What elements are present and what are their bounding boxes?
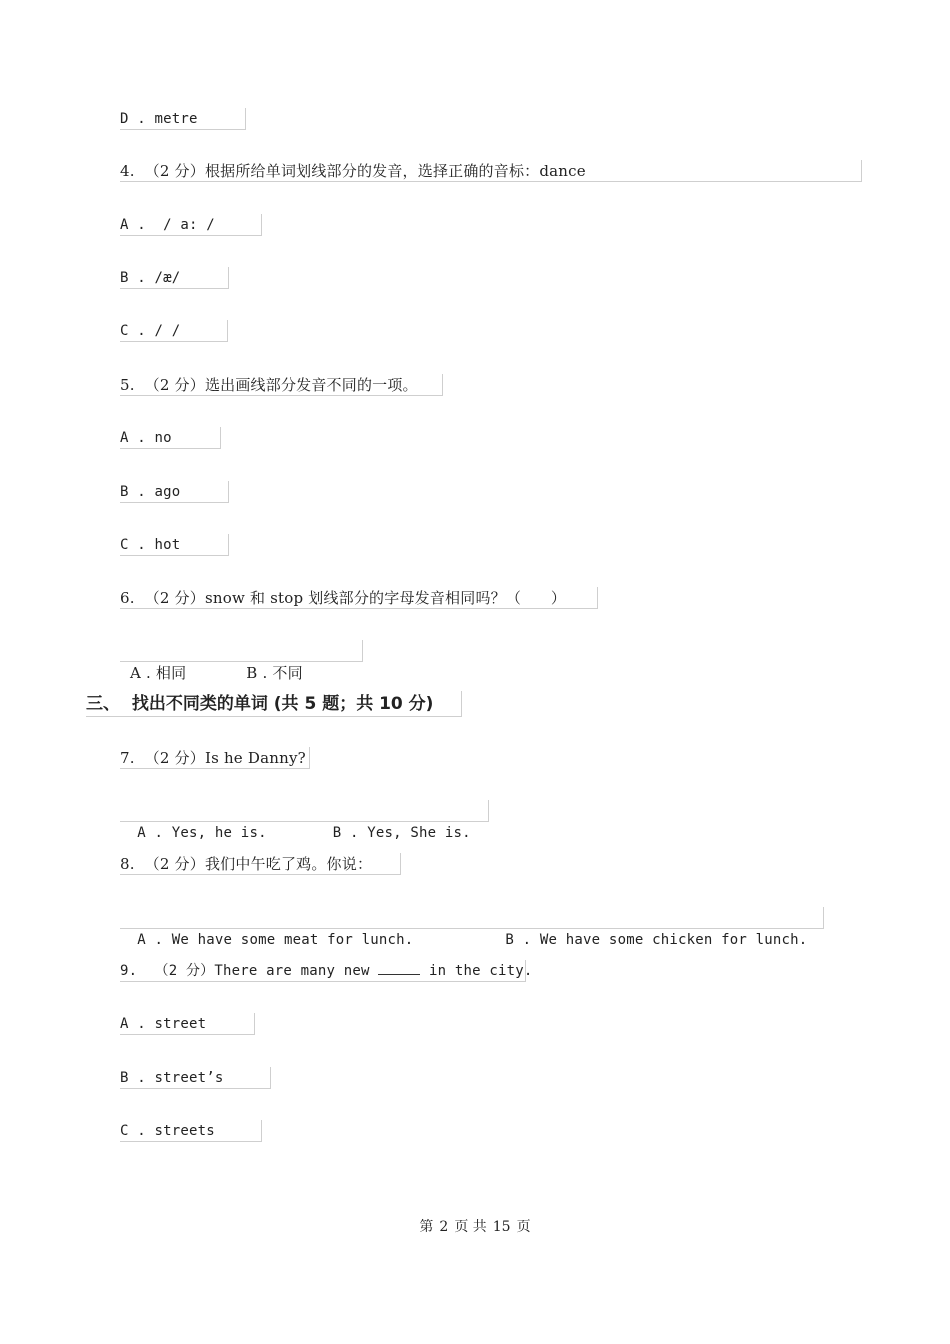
question-9-stem-end: in the city. xyxy=(420,963,533,979)
option-8b: B . We have some chicken for lunch. xyxy=(505,932,808,948)
question-9-stem-start: 9. （2 分）There are many new xyxy=(120,963,379,979)
question-6-stem: 6. （2 分）snow 和 stop 划线部分的字母发音相同吗？（ ） xyxy=(120,587,598,609)
footer-page-number: 2 xyxy=(439,1219,449,1235)
section-3-title: 三、 找出不同类的单词 (共 5 题；共 10 分) xyxy=(86,691,462,717)
option-8a: A . We have some meat for lunch. xyxy=(137,932,414,948)
option-9b: B . street’s xyxy=(120,1067,271,1089)
question-8-options xyxy=(120,907,824,948)
option-4a: A . / a: / xyxy=(120,214,262,236)
option-5c: C . hot xyxy=(120,534,229,556)
footer-suffix: 页 xyxy=(516,1219,531,1235)
option-6a: A . 相同 xyxy=(129,664,187,682)
answer-blank xyxy=(378,960,420,975)
option-7a: A . Yes, he is. xyxy=(137,825,267,841)
footer-middle: 页 共 xyxy=(454,1219,487,1235)
option-4b: B . /æ/ xyxy=(120,267,229,289)
question-7-options xyxy=(120,800,489,841)
page-footer xyxy=(0,1217,950,1237)
option-7b: B . Yes, She is. xyxy=(332,825,471,841)
option-5a: A . no xyxy=(120,427,221,449)
question-7-stem: 7. （2 分）Is he Danny? xyxy=(120,747,310,769)
option-3d: D . metre xyxy=(120,108,246,130)
option-5b: B . ago xyxy=(120,481,229,503)
option-6b: B . 不同 xyxy=(246,664,303,682)
option-9a: A . street xyxy=(120,1013,255,1035)
question-8-stem: 8. （2 分）我们中午吃了鸡。你说： xyxy=(120,853,401,875)
footer-prefix: 第 xyxy=(419,1219,434,1235)
question-4-stem: 4. （2 分）根据所给单词划线部分的发音，选择正确的音标：dance xyxy=(120,160,862,182)
question-9-stem xyxy=(120,960,533,982)
question-5-stem: 5. （2 分）选出画线部分发音不同的一项。 xyxy=(120,374,443,396)
option-9c: C . streets xyxy=(120,1120,262,1142)
option-4c: C . / / xyxy=(120,320,228,342)
footer-total-pages: 15 xyxy=(492,1219,511,1235)
question-6-options xyxy=(120,640,363,682)
